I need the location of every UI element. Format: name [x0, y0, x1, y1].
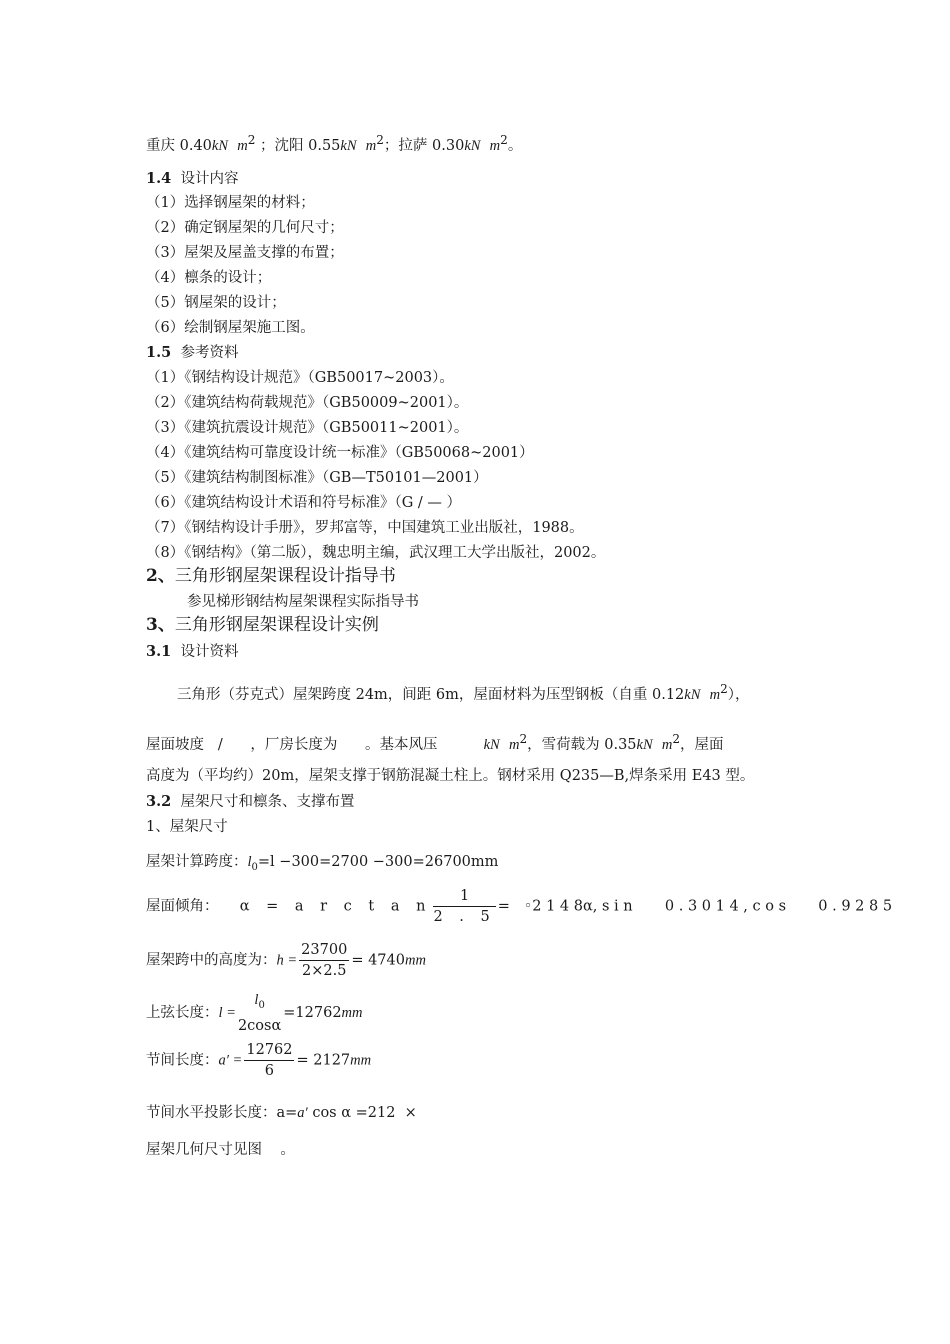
height-fraction: $\frac{23700}{2\times 2.5}$: [301, 942, 348, 979]
section-1-4-heading: 1.4 设计内容: [146, 170, 239, 187]
truss-dimensions-subheading: 1、屋架尺寸: [146, 819, 228, 835]
angle-fraction: $\frac{1}{2 . 5}$: [433, 888, 496, 925]
reference-item: （7）《钢结构设计手册》，罗邦富等，中国建筑工业出版社，1988。: [146, 520, 584, 536]
section-3-1-heading: 3.1 设计资料: [146, 643, 239, 660]
list-item: （2）确定钢屋架的几何尺寸；: [146, 220, 344, 236]
chapter-3-heading: 3、三角形钢屋架课程设计实例: [146, 615, 379, 635]
roof-angle-line: 屋面倾角： α = a r c t a n $\frac{1}{2 . 5}$ = ◦2 1 4 8α, s i n 0 . 3 0 1 4 , c o s 0 . 9 2 8 5: [146, 888, 893, 925]
figure-reference: 屋架几何尺寸见图 。: [146, 1142, 295, 1158]
midspan-height-line: 屋架跨中的高度为：h = $\frac{23700}{2\times 2.5}$ = 4740mm: [146, 942, 426, 979]
reference-item: （1）《钢结构设计规范》（GB50017~2003）。: [146, 370, 454, 386]
design-data-paragraph-line-2: 屋面坡度 / ，厂房长度为 。基本风压 kN $m^2$，雪荷载为 0.35kN $m^2$，屋面: [146, 732, 724, 753]
reference-item: （2）《建筑结构荷载规范》（GB50009~2001）。: [146, 395, 469, 411]
list-item: （3）屋架及屋盖支撑的布置；: [146, 245, 344, 261]
design-data-paragraph-line-1: 三角形（芬克式）屋架跨度 24m，间距 6m，屋面材料为压型钢板（自重 0.12kN $m^2$），: [177, 682, 750, 703]
reference-item: （3）《建筑抗震设计规范》（GB50011~2001）。: [146, 420, 469, 436]
snow-load-line: 重庆 0.40kN $m^2$ ；沈阳 0.55kN $m^2$；拉萨 0.30kN $m^2$。: [146, 133, 523, 154]
chord-fraction: $l_0$ 2cosα: [237, 992, 282, 1034]
chapter-2-heading: 2、三角形钢屋架课程设计指导书: [146, 566, 396, 586]
list-item: （5）钢屋架的设计；: [146, 295, 286, 311]
reference-item: （4）《建筑结构可靠度设计统一标准》（GB50068~2001）: [146, 445, 534, 461]
calc-span-line: 屋架计算跨度：$l_0=l -300=2700 -300=26700mm$: [146, 854, 499, 873]
section-1-5-heading: 1.5 参考资料: [146, 344, 239, 361]
reference-item: （8）《钢结构》（第二版），魏忠明主编，武汉理工大学出版社，2002。: [146, 545, 606, 561]
reference-item: （6）《建筑结构设计术语和符号标准》（G / — ）: [146, 495, 462, 511]
chapter-2-note: 参见梯形钢结构屋架课程实际指导书: [187, 594, 419, 610]
top-chord-length-line: 上弦长度：l = $l_0$ 2cosα =12762mm: [146, 992, 363, 1034]
horizontal-projection-line: 节间水平投影长度：a=a′ cos α =212 ×: [146, 1105, 417, 1121]
list-item: （6）绘制钢屋架施工图。: [146, 320, 315, 336]
panel-length-line: 节间长度：a′ = $\frac{12762}{6}$ = 2127mm: [146, 1042, 372, 1079]
reference-item: （5）《建筑结构制图标准》（GB—T50101—2001）: [146, 470, 488, 486]
design-data-paragraph-line-3: 高度为（平均约）20m，屋架支撑于钢筋混凝土柱上。钢材采用 Q235—B,焊条采用 E43 型。: [146, 768, 755, 784]
panel-fraction: $\frac{12762}{6}$: [246, 1042, 293, 1079]
list-item: （4）檩条的设计；: [146, 270, 272, 286]
list-item: （1）选择钢屋架的材料；: [146, 195, 315, 211]
section-3-2-heading: 3.2 屋架尺寸和檩条、支撑布置: [146, 793, 355, 810]
